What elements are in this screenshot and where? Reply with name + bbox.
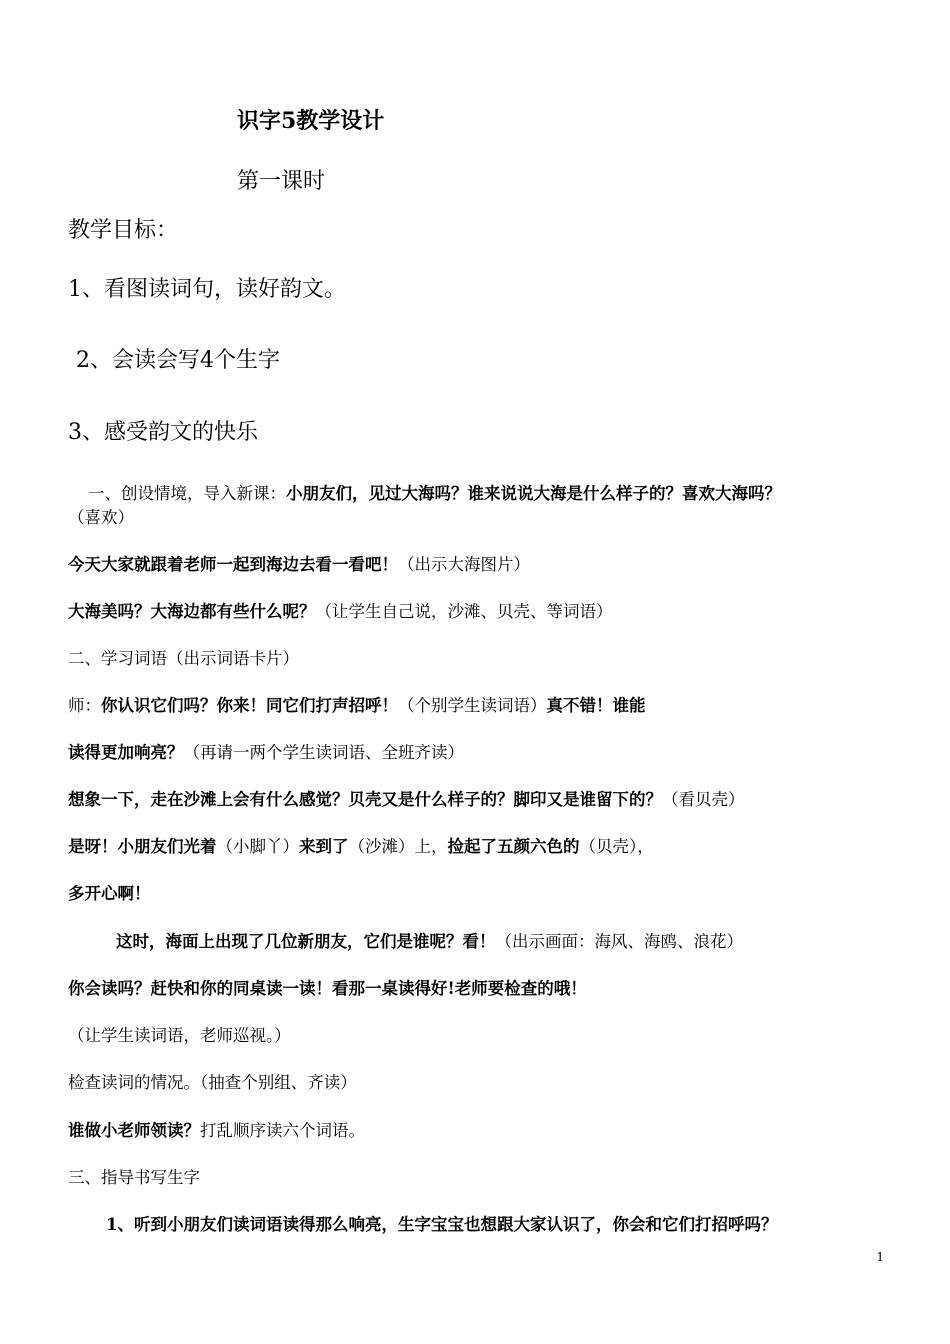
section2-line2-note: （再请一两个学生读词语、全班齐读）: [183, 743, 464, 762]
section2-line10-note: 打乱顺序读六个词语。: [200, 1121, 365, 1140]
section2-line3-bold: 想象一下，走在沙滩上会有什么感觉？贝壳又是什么样子的？脚印又是谁留下的？: [68, 790, 662, 809]
section3-heading: 三、指导书写生字: [68, 1168, 200, 1187]
section1-line1: [88, 480, 781, 504]
section2-line1-bold2: 真不错！谁能: [546, 696, 646, 715]
section1-line2-bold: 今天大家就跟着老师一起到海边去看一看吧！: [68, 555, 398, 574]
section2-line4-part5: 捡起了五颜六色的: [447, 837, 580, 856]
section2-line4: [68, 833, 654, 857]
document-title: 识字5教学设计: [237, 108, 385, 134]
section1-question: 小朋友们，见过大海吗？谁来说说大海是什么样子的？喜欢大海吗？: [286, 484, 781, 503]
section2-line9: 检查读词的情况。（抽查个别组、齐读）: [68, 1073, 357, 1092]
objective-item-3: 3、感受韵文的快乐: [68, 420, 258, 445]
section2-heading: 二、学习词语（出示词语卡片）: [68, 649, 299, 668]
section2-line3-note: （看贝壳）: [662, 790, 745, 809]
lesson-subtitle: 第一课时: [237, 169, 326, 194]
section1-line3: [68, 598, 613, 622]
section2-line4-part4: （沙滩）上，: [348, 837, 448, 856]
section2-line6-bold: 这时，海面上出现了几位新朋友，它们是谁呢？看！: [116, 932, 496, 951]
section2-line7: 你会读吗？赶快和你的同桌读一读！看那一桌读得好!老师要检查的哦！: [68, 979, 587, 998]
section2-line1-note: （个别学生读词语）: [398, 696, 547, 715]
section2-line2: [68, 739, 464, 763]
section2-line6: [116, 928, 743, 952]
section2-line4-part2: （小脚丫）: [216, 837, 299, 856]
section2-line5: 多开心啊！: [68, 884, 151, 903]
section1-line2: [68, 551, 530, 575]
objectives-heading: 教学目标：: [68, 218, 179, 243]
objective-item-1: 1、看图读词句，读好韵文。: [68, 277, 346, 302]
section1-answer: （喜欢）: [68, 508, 134, 527]
section3-item1: 1、听到小朋友们读词语读得那么响亮，生字宝宝也想跟大家认识了，你会和它们打招呼吗？: [106, 1215, 778, 1234]
section2-line4-part6: （贝壳），: [579, 837, 654, 856]
section2-line2-bold: 读得更加响亮？: [68, 743, 184, 762]
section1-line3-note: （让学生自己说，沙滩、贝壳、等词语）: [315, 602, 613, 621]
section2-line10: [68, 1117, 365, 1141]
section2-line10-bold: 谁做小老师领读？: [68, 1121, 200, 1140]
section2-line4-part3: 来到了: [299, 837, 349, 856]
section2-line1-bold: 你认识它们吗？你来！同它们打声招呼！: [101, 696, 398, 715]
section1-intro: 一、创设情境，导入新课：: [88, 484, 286, 503]
objective-item-2: 2、会读会写4个生字: [76, 348, 280, 373]
section2-line6-note: （出示画面：海风、海鸥、浪花）: [495, 932, 743, 951]
section2-line1: [68, 692, 646, 716]
section2-line3: [68, 786, 745, 810]
section2-line8: （让学生读词语，老师巡视。）: [68, 1026, 291, 1045]
teacher-label: 师：: [68, 696, 101, 715]
section2-line4-part1: 是呀！小朋友们光着: [68, 837, 217, 856]
section1-line2-note: （出示大海图片）: [398, 555, 530, 574]
page-number: 1: [876, 1250, 884, 1264]
section1-line3-bold: 大海美吗？大海边都有些什么呢？: [68, 602, 316, 621]
